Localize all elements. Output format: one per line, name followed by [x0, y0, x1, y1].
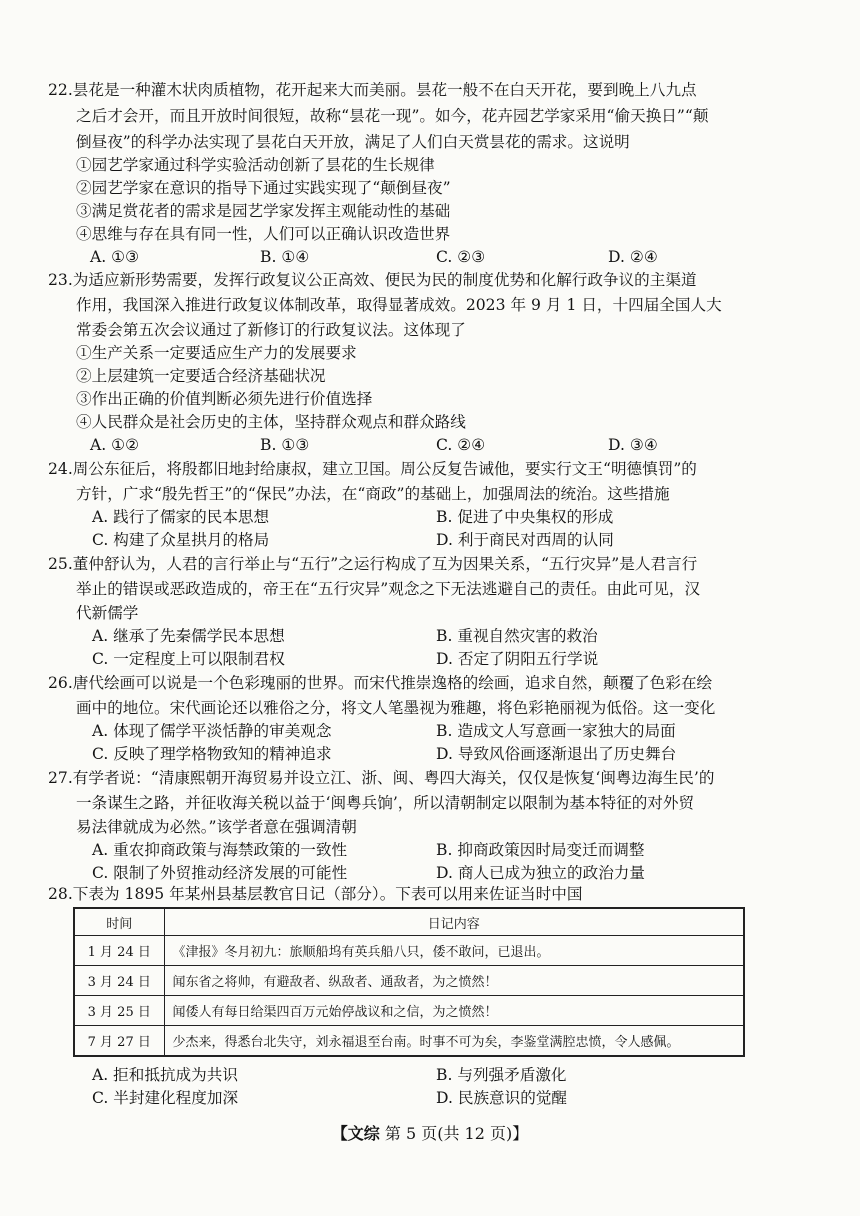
q27-option-c: C. 限制了外贸推动经济发展的可能性 [92, 864, 348, 882]
q23-item-1: ①生产关系一定要适应生产力的发展要求 [76, 344, 357, 362]
q28-stem-line-1: 28.下表为 1895 年某州县基层教官日记（部分）。下表可以用来佐证当时中国 [48, 885, 583, 903]
q22-item-4: ④思维与存在具有同一性，人们可以正确认识改造世界 [76, 225, 451, 243]
q23-item-2: ②上层建筑一定要适合经济基础状况 [76, 367, 326, 385]
q27-stem-line-1: 27.有学者说：“清康熙朝开海贸易并设立江、浙、闽、粤四大海关，仅仅是恢复‘闽粤边海生民’的 [48, 769, 715, 787]
q28-option-b: B. 与列强矛盾激化 [436, 1066, 567, 1084]
q23-item-3: ③作出正确的价值判断必须先进行价值选择 [76, 390, 373, 408]
q25-option-c: C. 一定程度上可以限制君权 [92, 650, 285, 668]
row-time: 7 月 27 日 [74, 1026, 164, 1057]
page-footer [0, 1124, 860, 1144]
q27-option-d: D. 商人已成为独立的政治力量 [436, 864, 645, 882]
row-content: 闻东省之将帅，有避敌者、纵敌者、通敌者，为之愤然！ [164, 966, 744, 996]
q28-option-a: A. 拒和抵抗成为共识 [92, 1066, 238, 1084]
row-time: 3 月 24 日 [74, 966, 164, 996]
q23-stem-line-1: 23.为适应新形势需要，发挥行政复议公正高效、便民为民的制度优势和化解行政争议的主渠道 [48, 271, 697, 289]
q22-option-c: C. ②③ [436, 248, 486, 266]
row-content: 少杰来，得悉台北失守，刘永福退至台南。时事不可为矣，李鉴堂满腔忠愤，令人感佩。 [164, 1026, 744, 1057]
table-row [74, 996, 744, 1026]
table-row [74, 1026, 744, 1057]
q28-option-c: C. 半封建化程度加深 [92, 1089, 239, 1107]
row-time: 1 月 24 日 [74, 936, 164, 966]
q23-option-b: B. ①③ [260, 436, 310, 454]
q24-option-c: C. 构建了众星拱月的格局 [92, 531, 270, 549]
q24-option-d: D. 利于商民对西周的认同 [436, 531, 614, 549]
q26-option-c: C. 反映了理学格物致知的精神追求 [92, 745, 332, 763]
q25-stem-line-2: 举止的错误或恶政造成的，帝王在“五行灾异”观念之下无法逃避自己的责任。由此可见，汉 [76, 580, 701, 598]
q23-option-c: C. ②④ [436, 436, 486, 454]
q23-item-4: ④人民群众是社会历史的主体，坚持群众观点和群众路线 [76, 413, 466, 431]
q23-option-a: A. ①② [90, 436, 140, 454]
q25-option-a: A. 继承了先秦儒学民本思想 [92, 627, 285, 645]
q26-stem-line-2: 画中的地位。宋代画论还以雅俗之分，将文人笔墨视为雅趣，将色彩艳丽视为低俗。这一变化 [76, 699, 716, 717]
q25-option-b: B. 重视自然灾害的救治 [436, 627, 598, 645]
q22-item-3: ③满足赏花者的需求是园艺学家发挥主观能动性的基础 [76, 202, 451, 220]
row-content: 《津报》冬月初九：旅顺船坞有英兵船八只，倭不敢问，已退出。 [164, 936, 744, 966]
diary-table [73, 907, 745, 1057]
header-content: 日记内容 [164, 908, 744, 936]
q22-option-b: B. ①④ [260, 248, 310, 266]
footer-page-number: 第 5 页(共 12 页)】 [384, 1124, 529, 1143]
q27-option-b: B. 抑商政策因时局变迁而调整 [436, 841, 645, 859]
row-content: 闻倭人有每日给渠四百万元始停战议和之信，为之愤然！ [164, 996, 744, 1026]
q23-stem-line-3: 常委会第五次会议通过了新修订的行政复议法。这体现了 [76, 321, 466, 339]
q22-item-2: ②园艺学家在意识的指导下通过实践实现了“颠倒昼夜” [76, 179, 451, 197]
table-row [74, 966, 744, 996]
q25-stem-line-3: 代新儒学 [76, 604, 139, 622]
q26-option-d: D. 导致风俗画逐渐退出了历史舞台 [436, 745, 677, 763]
q27-stem-line-3: 易法律就成为必然。”该学者意在强调清朝 [76, 818, 357, 836]
q25-option-d: D. 否定了阴阳五行学说 [436, 650, 599, 668]
q22-option-d: D. ②④ [608, 248, 658, 266]
q22-stem-line-3: 倒昼夜”的科学办法实现了昙花白天开放，满足了人们白天赏昙花的需求。这说明 [76, 133, 630, 151]
q22-stem-line-2: 之后才会开，而且开放时间很短，故称“昙花一现”。如今，花卉园艺学家采用“偷天换日”“颠 [76, 107, 709, 125]
q24-option-a: A. 践行了儒家的民本思想 [92, 508, 270, 526]
header-time: 时间 [74, 908, 164, 936]
q26-option-b: B. 造成文人写意画一家独大的局面 [436, 722, 676, 740]
q26-stem-line-1: 26.唐代绘画可以说是一个色彩瑰丽的世界。而宋代推崇逸格的绘画，追求自然，颠覆了色彩在绘 [48, 674, 713, 692]
table-row [74, 936, 744, 966]
q24-option-b: B. 促进了中央集权的形成 [436, 508, 614, 526]
q27-option-a: A. 重农抑商政策与海禁政策的一致性 [92, 841, 348, 859]
q23-stem-line-2: 作用，我国深入推进行政复议体制改革，取得显著成效。2023 年 9 月 1 日，十四届全国人大 [76, 296, 722, 314]
footer-subject: 【文综 [331, 1124, 380, 1143]
q24-stem-line-1: 24.周公东征后，将殷都旧地封给康叔，建立卫国。周公反复告诫他，要实行文王“明德慎罚”的 [48, 460, 697, 478]
q26-option-a: A. 体现了儒学平淡恬静的审美观念 [92, 722, 332, 740]
q27-stem-line-2: 一条谋生之路，并征收海关税以益于‘闽粤兵饷’，所以清朝制定以限制为基本特征的对外贸 [76, 794, 695, 812]
q22-item-1: ①园艺学家通过科学实验活动创新了昙花的生长规律 [76, 156, 435, 174]
q24-stem-line-2: 方针，广求“殷先哲王”的“保民”办法，在“商政”的基础上，加强周法的统治。这些措施 [76, 485, 670, 503]
q23-option-d: D. ③④ [608, 436, 658, 454]
q22-option-a: A. ①③ [90, 248, 140, 266]
q28-option-d: D. 民族意识的觉醒 [436, 1089, 568, 1107]
q25-stem-line-1: 25.董仲舒认为，人君的言行举止与“五行”之运行构成了互为因果关系，“五行灾异”是人君言行 [48, 555, 698, 573]
table-header-row [74, 908, 744, 936]
q22-stem-line-1: 22.昙花是一种灌木状肉质植物，花开起来大而美丽。昙花一般不在白天开花，要到晚上八九点 [48, 81, 697, 99]
row-time: 3 月 25 日 [74, 996, 164, 1026]
